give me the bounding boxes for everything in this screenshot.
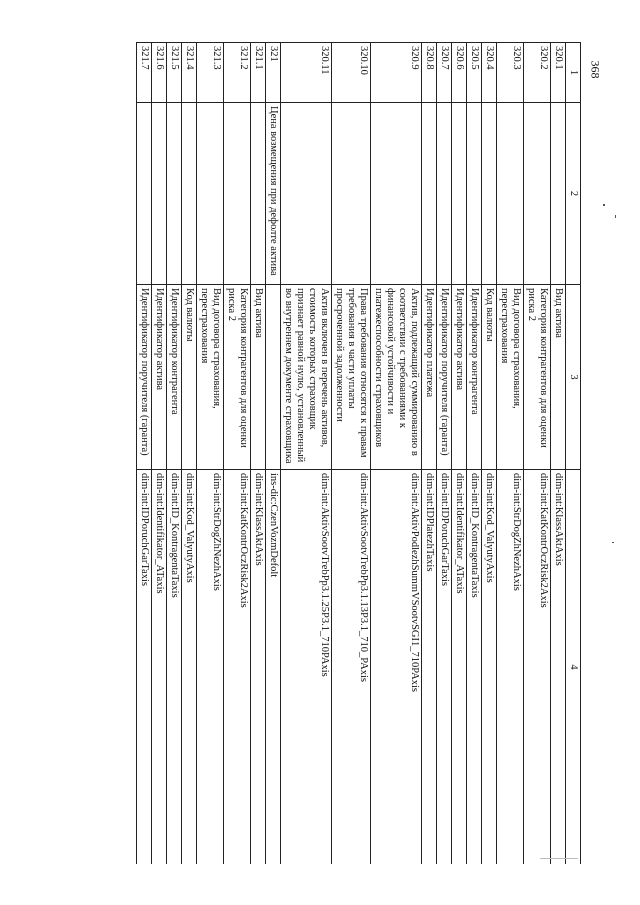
document-page bbox=[58, 42, 581, 864]
table-row bbox=[197, 43, 224, 865]
cell-descr: Идентификатор поручителя (гаранта) bbox=[137, 285, 152, 470]
cell-name bbox=[497, 103, 524, 285]
cell-num: 320.8 bbox=[422, 43, 437, 103]
cell-name bbox=[371, 103, 422, 285]
cell-descr: Актив, подлежащий суммированию в соответствии с требованиями к финансовой устойчивости и платежеспособности страховщиков bbox=[371, 285, 422, 470]
cell-code: dim-int:AktivSootvTrebPp3.1.25P3.1_710PAxis bbox=[281, 470, 332, 865]
table-row bbox=[437, 43, 452, 865]
cell-code: dim-int:ID_KontragentaTaxis bbox=[167, 470, 182, 865]
cell-num: 320.7 bbox=[437, 43, 452, 103]
cell-num: 320.9 bbox=[371, 43, 422, 103]
cell-num: 321.1 bbox=[251, 43, 266, 103]
cell-descr: Идентификатор актива bbox=[152, 285, 167, 470]
cell-name bbox=[197, 103, 224, 285]
cell-descr: Идентификатор актива bbox=[452, 285, 467, 470]
cell-descr: Категория контрагентов для оценки риска 2 bbox=[524, 285, 551, 470]
cell-num: 320.10 bbox=[332, 43, 371, 103]
cell-name bbox=[182, 103, 197, 285]
table-row bbox=[482, 43, 497, 865]
cell-code: dim-int:ID_KontragentaTaxis bbox=[467, 470, 482, 865]
cell-code: dim-int:StrDogZhNezhAxis bbox=[197, 470, 224, 865]
table-row bbox=[497, 43, 524, 865]
cell-code: dim-int:IDPoruchGarTaxis bbox=[137, 470, 152, 865]
cell-num: 321.5 bbox=[167, 43, 182, 103]
cell-code: dim-int:KatKontrOczRisk2Axis bbox=[524, 470, 551, 865]
cell-num: 321.7 bbox=[137, 43, 152, 103]
cell-num: 320.1 bbox=[551, 43, 566, 103]
header-col-4: 4 bbox=[566, 470, 581, 865]
table-row bbox=[422, 43, 437, 865]
rotated-table-container bbox=[58, 42, 581, 864]
cell-name bbox=[452, 103, 467, 285]
header-col-3: 3 bbox=[566, 285, 581, 470]
cell-num: 320.2 bbox=[524, 43, 551, 103]
cell-num: 320.11 bbox=[281, 43, 332, 103]
cell-descr: Вид актива bbox=[551, 285, 566, 470]
cell-name bbox=[482, 103, 497, 285]
table-row bbox=[224, 43, 251, 865]
table-row bbox=[332, 43, 371, 865]
scan-artifact bbox=[612, 542, 614, 543]
cell-code: dim-int:Identifikator_ATaxis bbox=[152, 470, 167, 865]
cell-num: 320.3 bbox=[497, 43, 524, 103]
table-row bbox=[524, 43, 551, 865]
table-row bbox=[281, 43, 332, 865]
cell-descr: Актив включен в перечень активов, стоимость которых страховщик признает равной нулю, установленный во внутреннем документе страховщика bbox=[281, 285, 332, 470]
cell-descr: Код валюты bbox=[482, 285, 497, 470]
cell-code: dim-int:IDPoruchGarTaxis bbox=[437, 470, 452, 865]
cell-name bbox=[224, 103, 251, 285]
cell-descr: Идентификатор поручителя (гаранта) bbox=[437, 285, 452, 470]
cell-name bbox=[281, 103, 332, 285]
cell-descr bbox=[266, 285, 281, 470]
table-row bbox=[371, 43, 422, 865]
cell-num: 321 bbox=[266, 43, 281, 103]
cell-name bbox=[137, 103, 152, 285]
cell-num: 320.5 bbox=[467, 43, 482, 103]
table-row bbox=[266, 43, 281, 865]
cell-name: Цена возмещения при дефолте актива bbox=[266, 103, 281, 285]
cell-name bbox=[524, 103, 551, 285]
cell-name bbox=[422, 103, 437, 285]
cell-name bbox=[437, 103, 452, 285]
cell-code: ins-dic:CzenVozmDefolt bbox=[266, 470, 281, 865]
cell-name bbox=[152, 103, 167, 285]
page-number: 368 bbox=[588, 60, 603, 79]
table-row bbox=[467, 43, 482, 865]
cell-name bbox=[332, 103, 371, 285]
table-row bbox=[167, 43, 182, 865]
table-header-row bbox=[566, 43, 581, 865]
cell-descr: Права требования относятся к правам требования в части уплаты просроченной задолженности bbox=[332, 285, 371, 470]
table-row bbox=[137, 43, 152, 865]
cell-descr: Идентификатор контрагента bbox=[167, 285, 182, 470]
cell-num: 320.4 bbox=[482, 43, 497, 103]
cell-code: dim-int:Kod_ValyutyAxis bbox=[182, 470, 197, 865]
cell-code: dim-int:KlassAktAxis bbox=[551, 470, 566, 865]
table-row bbox=[182, 43, 197, 865]
cell-descr: Идентификатор платежа bbox=[422, 285, 437, 470]
cell-descr: Идентификатор контрагента bbox=[467, 285, 482, 470]
scan-artifact bbox=[603, 204, 605, 206]
cell-num: 321.6 bbox=[152, 43, 167, 103]
cell-descr: Категория контрагентов для оценки риска 2 bbox=[224, 285, 251, 470]
attribute-table bbox=[136, 42, 581, 864]
table-row bbox=[152, 43, 167, 865]
cell-code: dim-int:Identifikator_ATaxis bbox=[452, 470, 467, 865]
cell-name bbox=[467, 103, 482, 285]
cell-descr: Код валюты bbox=[182, 285, 197, 470]
scan-artifact bbox=[540, 858, 578, 859]
cell-name bbox=[167, 103, 182, 285]
table-body bbox=[137, 43, 566, 865]
cell-code: dim-int:StrDogZhNezhAxis bbox=[497, 470, 524, 865]
table-row bbox=[452, 43, 467, 865]
header-col-1: 1 bbox=[566, 43, 581, 103]
cell-code: dim-int:Kod_ValyutyAxis bbox=[482, 470, 497, 865]
cell-descr: Вид договора страхования, перестрахования bbox=[497, 285, 524, 470]
cell-descr: Вид договора страхования, перестрахования bbox=[197, 285, 224, 470]
cell-code: dim-int:IDPlatezhTaxis bbox=[422, 470, 437, 865]
cell-descr: Вид актива bbox=[251, 285, 266, 470]
cell-num: 321.3 bbox=[197, 43, 224, 103]
cell-num: 320.6 bbox=[452, 43, 467, 103]
cell-code: dim-int:AktivPodlezhSummVSootvSGI1_710PAxis bbox=[371, 470, 422, 865]
cell-code: dim-int:KlassAktAxis bbox=[251, 470, 266, 865]
cell-num: 321.2 bbox=[224, 43, 251, 103]
header-col-2: 2 bbox=[566, 103, 581, 285]
cell-name bbox=[251, 103, 266, 285]
table-row bbox=[551, 43, 566, 865]
scan-artifact bbox=[615, 215, 616, 218]
cell-code: dim-int:KatKontrOczRisk2Axis bbox=[224, 470, 251, 865]
cell-num: 321.4 bbox=[182, 43, 197, 103]
cell-code: dim-int:AktivSootvTrebPp3.1.13P3.1_710_PAxis bbox=[332, 470, 371, 865]
table-row bbox=[251, 43, 266, 865]
cell-name bbox=[551, 103, 566, 285]
